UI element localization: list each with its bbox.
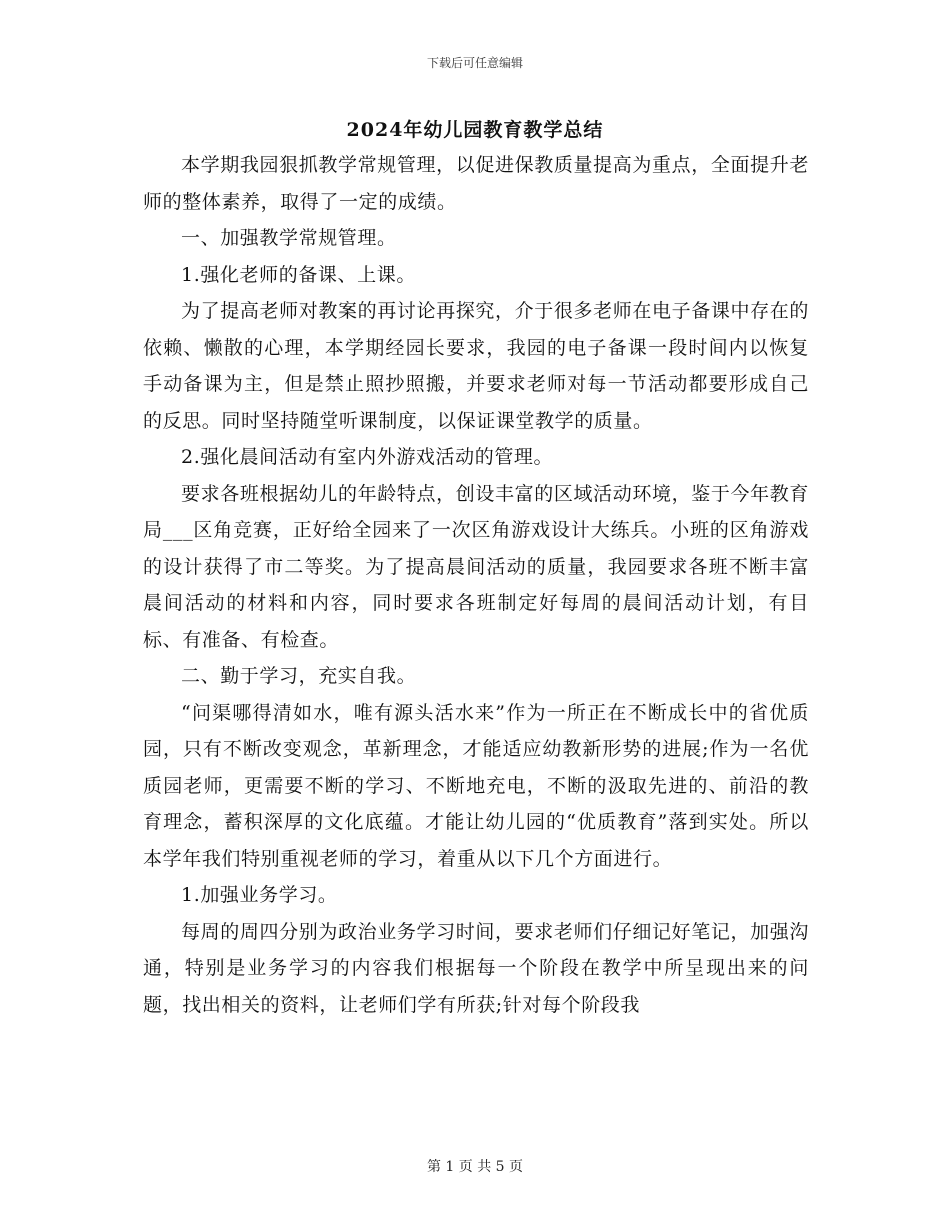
heading-section-2: 二、勤于学习，充实自我。 bbox=[181, 665, 417, 687]
paragraph-intro: 本学期我园狠抓教学常规管理，以促进保教质量提高为重点，全面提升老师的整体素养，取得了一定的成绩。 bbox=[143, 154, 809, 213]
paragraph-lesson-prep: 为了提高老师对教案的再讨论再探究，介于很多老师在电子备课中存在的依赖、懒散的心理，本学期经园长要求，我园的电子备课一段时间内以恢复手动备课为主，但是禁止照抄照搬，并要求老师对每一节活动都要形成自己的反思。同时坚持随堂听课制度，以保证课堂教学的质量。 bbox=[143, 300, 809, 432]
paragraph-learning: “问渠哪得清如水，唯有源头活水来”作为一所正在不断成长中的省优质园，只有不断改变观念，革新理念，才能适应幼教新形势的进展;作为一名优质园老师，更需要不断的学习、不断地充电，不断的汲取先进的、前沿的教育理念，蓄积深厚的文化底蕴。才能让幼儿园的“优质教育”落到实处。所以本学年我们特别重视老师的学习，着重从以下几个方面进行。 bbox=[143, 701, 809, 870]
subheading-1-1: 1.强化老师的备课、上课。 bbox=[181, 263, 416, 286]
page-number: 第 1 页 共 5 页 bbox=[426, 1159, 524, 1175]
subheading-1-2: 2.强化晨间活动有室内外游戏活动的管理。 bbox=[181, 446, 554, 468]
document-body bbox=[143, 147, 809, 1023]
subheading-2-1: 1.加强业务学习。 bbox=[181, 884, 338, 906]
header-note: 下载后可任意编辑 bbox=[426, 56, 523, 70]
paragraph-business-study: 每周的周四分别为政治业务学习时间，要求老师们仔细记好笔记，加强沟通，特别是业务学习的内容我们根据每一个阶段在教学中所呈现出来的问题，找出相关的资料，让老师们学有所获;针对每个阶段我 bbox=[143, 920, 809, 1016]
paragraph-morning-activities: 要求各班根据幼儿的年龄特点，创设丰富的区域活动环境，鉴于今年教育局___区角竞赛，正好给全园来了一次区角游戏设计大练兵。小班的区角游戏的设计获得了市二等奖。为了提高晨间活动的质量，我园要求各班不断丰富晨间活动的材料和内容，同时要求各班制定好每周的晨间活动计划，有目标、有准备、有检查。 bbox=[143, 482, 809, 651]
heading-section-1: 一、加强教学常规管理。 bbox=[181, 227, 397, 249]
document-title: 2024年幼儿园教育教学总结 bbox=[346, 119, 604, 141]
